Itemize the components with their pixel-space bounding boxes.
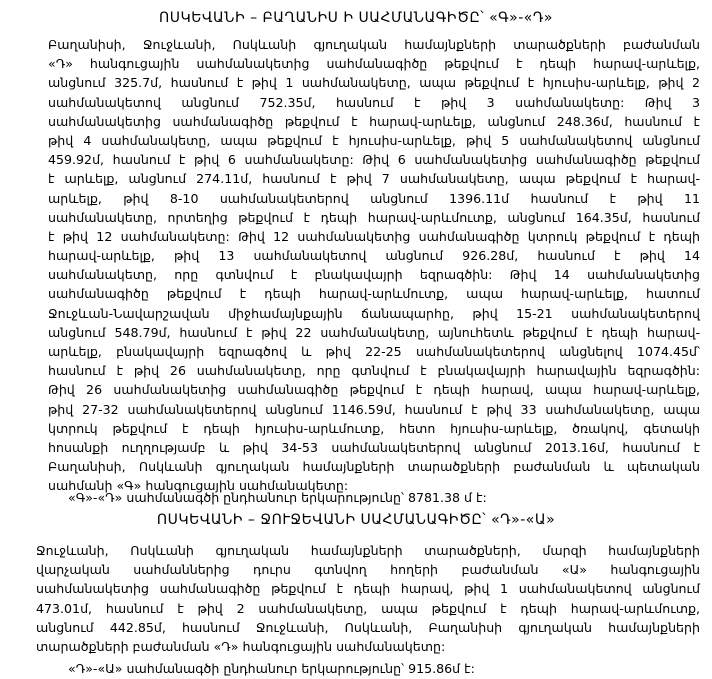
- text-line: թիվ 27-32 սահմանակետերով անցնում 1146.59մ, հասնում է թիվ 33 սահմանակետը, ապա: [48, 401, 700, 417]
- text-line: անցնում 325.7մ, հասնում է թիվ 1 սահմանակետը, ապա թեքվում է հյուսիս-արևելք, թիվ 2: [48, 75, 700, 91]
- text-line: անցնում 442.85մ, հասնում Ջուջևանի, Ոսկևանի, Բաղանիսի գյուղական համայնքների: [36, 619, 700, 635]
- text-line: հարավ-արևելք, թիվ 13 սահմանակետով անցնում 926.28մ, հասնում է թիվ 14: [48, 248, 700, 264]
- text-line: 473.01մ, հասնում է թիվ 2 սահմանակետը, ապա թեքվում է դեպի հարավ-արևմուտք,: [36, 600, 700, 616]
- text-line: սահմանագիծը թեքվում է դեպի հարավ-արևմուտք, ապա հարավ-արևելք, հատում: [48, 286, 700, 302]
- text-line: Թիվ 26 սահմանակետից սահմանագիծը թեքվում է դեպի հարավ, ապա հարավ-արևելք,: [48, 382, 700, 398]
- text-line: Բաղանիսի, Ոսկևանի գյուղական համայնքների տարածքների բաժանման և պետական: [48, 459, 700, 475]
- text-line: արևելք, բնակավայրի եզրագծով և թիվ 22-25 սահմանակետերով անցնելով 1074.45մ՝: [48, 344, 700, 359]
- text-line: «Դ» հանգուցային սահմանակետից սահմանագիծը թեքվում է դեպի հարավ-արևելք,: [48, 56, 700, 72]
- text-line: կտրուկ թեքվում է դեպի հյուսիս-արևմուտք, հետո հյուսիս-արևելք, ծռակով, գետակի: [48, 420, 700, 436]
- section-2-total-length: «Դ»-«Ա» սահմանագծի ընդհանուր երկարությունը՝ 915.86մ է:: [68, 661, 475, 676]
- text-line: սահմանի «Գ» հանգուցային սահմանակետը:: [48, 478, 349, 494]
- text-line: սահմանակետը, որը գտնվում է բնակավայրի եզրագծին: Թիվ 14 սահմանակետից: [48, 267, 700, 283]
- text-line: 459.92մ, հասնում է թիվ 6 սահմանակետը: Թիվ 6 սահմանակետից սահմանագիծը թեքվում: [48, 152, 700, 168]
- text-line: վարչական սահմաններից դուրս գտնվող հողերի բաժանման «Ա» հանգուցային: [36, 562, 700, 578]
- section-1-title: ՈՍԿԵՎԱՆԻ – ԲԱՂԱՆԻՍ Ի ՍԱՀՄԱՆԱԳԻԾԸ՝ «Գ»-«Դ»: [159, 10, 553, 26]
- text-line: թիվ 4 սահմանակետը, ապա թեքվում է հյուսիս-արևելք, թիվ 5 սահմանակետով անցնում: [48, 132, 700, 148]
- text-line: հոսանքի ուղղությամբ և թիվ 34-53 սահմանակետերով անցնում 2013.16մ, հասնում է: [48, 439, 700, 455]
- text-line: արևելք, թիվ 8-10 սահմանակետերով անցնում 1396.11մ հասնում է թիվ 11: [48, 190, 700, 206]
- text-line: Բաղանիսի, Ջուջևանի, Ոսկևանի գյուղական համայնքների տարածքների բաժանման: [48, 37, 700, 52]
- text-line: տարածքների բաժանման «Դ» հանգուցային սահմանակետը:: [36, 638, 446, 654]
- text-line: հասնում է թիվ 26 սահմանակետը, որը գտնվում է բնակավայրի հարավային եզրագծին:: [48, 363, 700, 379]
- section-1-paragraph: [48, 35, 700, 496]
- text-line: սահմանակետից սահմանագիծը թեքվում է հարավ-արևելք, անցնում 248.36մ, հասնում է: [48, 113, 700, 129]
- section-2-title: ՈՍԿԵՎԱՆԻ – ՋՈՒՋԵՎԱՆԻ ՍԱՀՄԱՆԱԳԻԾԸ՝ «Դ»-«Ա»: [156, 512, 556, 528]
- text-line: է արևելք, անցնում 274.11մ, հասնում է թիվ 7 սահմանակետը, ապա թեքվում է հարավ-: [48, 171, 700, 187]
- section-2-paragraph: [36, 541, 700, 656]
- text-line: սահմանակետը, որտեղից թեքվում է դեպի հարավ-արևմուտք, անցնում 164.35մ, հասնում: [48, 209, 700, 225]
- section-1-total-length: «Գ»-«Դ» սահմանագծի ընդհանուր երկարությունը՝ 8781.38 մ է:: [68, 490, 487, 505]
- text-line: Ջուջևանի, Ոսկևանի գյուղական համայնքների տարածքների, մարզի համայնքների: [36, 543, 700, 558]
- text-line: Ջուջևան-Նավարշավան միջհամայնքային ճանապարհը, թիվ 15-21 սահմանակետերով: [48, 305, 700, 321]
- text-line: է թիվ 12 սահմանակետը: Թիվ 12 սահմանակետից սահմանագիծը կտրուկ թեքվում է դեպի: [48, 228, 700, 244]
- text-line: սահմանակետով անցնում 752.35մ, հասնում է թիվ 3 սահմանակետը: Թիվ 3: [48, 94, 700, 110]
- text-line: անցնում 548.79մ, հասնում է թիվ 22 սահմանակետը, այնուհետև թեքվում է դեպի հարավ-: [48, 324, 700, 340]
- text-line: սահմանակետից սահմանագիծը թեքվում է դեպի հարավ, թիվ 1 սահմանակետով անցնում: [36, 581, 700, 597]
